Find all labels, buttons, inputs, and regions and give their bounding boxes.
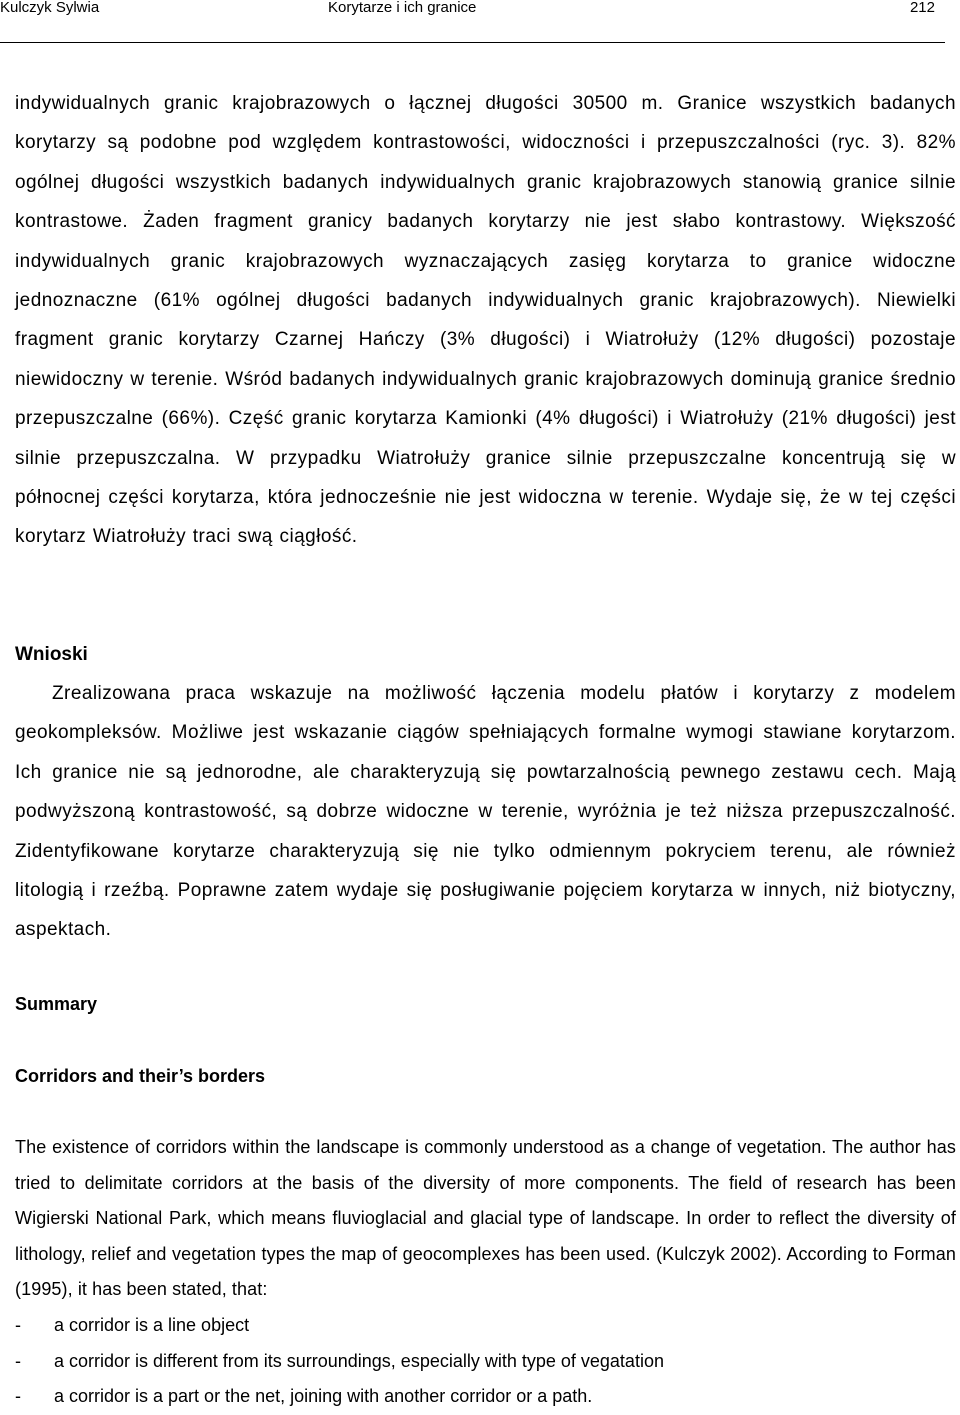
list-item-text: a corridor is different from its surroundings, especially with type of vegatation xyxy=(54,1350,664,1371)
list-marker: - xyxy=(15,1386,21,1407)
list-item xyxy=(15,1379,956,1415)
summary-paragraph: The existence of corridors within the landscape is commonly understood as a change of vegetation. The author has tried to delimitate corridors at the basis of the diversity of more components. The field of research has been Wigierski National Park, which means fluvioglacial and glacial type of landscape. In order to reflect the diversity of lithology, relief and vegetation types the map of geocomplexes has been used. (Kulczyk 2002). According to Forman (1995), it has been stated, that: xyxy=(15,1137,956,1300)
header-author: Kulczyk Sylwia xyxy=(0,0,100,16)
summary-list xyxy=(15,1308,956,1415)
running-header xyxy=(0,0,945,20)
list-item xyxy=(15,1308,956,1344)
header-divider xyxy=(0,42,945,43)
list-marker: - xyxy=(15,1350,21,1371)
body-paragraph-results: indywidualnych granic krajobrazowych o łącznej długości 30500 m. Granice wszystkich badanych korytarzy są podobne pod względem kontrastowości, widoczności i przepuszczalności (ryc. 3). 82% ogólnej długości wszystkich badanych indywidualnych granic krajobrazowych stanowią granice silnie kontrastowe. Żaden fragment granicy badanych korytarzy nie jest słabo kontrastowy. Większość indywidualnych granic krajobrazowych wyznaczających zasięg korytarza to granice widoczne jednoznaczne (61% ogólnej długości badanych indywidualnych granic krajobrazowych). Niewielki fragment granic korytarzy Czarnej Hańczy (3% długości) i Wiatrołuży (12% długości) pozostaje niewidoczny w terenie. Wśród badanych indywidualnych granic krajobrazowych dominują granice średnio przepuszczalne (66%). Część granic korytarza Kamionki (4% długości) i Wiatrołuży (21% długości) jest silnie przepuszczalna. W przypadku Wiatrołuży granice silnie przepuszczalne koncentrują się w północnej części korytarza, która jednocześnie nie jest widoczna w terenie. Wydaje się, że w tej części korytarz Wiatrołuży traci swą ciągłość. xyxy=(15,93,956,548)
conclusions-heading: Wnioski xyxy=(15,644,88,665)
list-marker: - xyxy=(15,1315,21,1335)
list-item-text: a corridor is a line object xyxy=(54,1315,250,1335)
header-title: Korytarze i ich granice xyxy=(328,0,477,16)
list-item-text: a corridor is a part or the net, joining with another corridor or a path. xyxy=(54,1386,593,1407)
summary-heading: Summary xyxy=(15,994,98,1014)
body-paragraph-conclusions: Zrealizowana praca wskazuje na możliwość łączenia modelu płatów i korytarzy z modelem geokompleksów. Możliwe jest wskazanie ciągów spełniających formalne wymogi stawiane korytarzom. Ich granice nie są jednorodne, ale charakteryzują się powtarzalnością pewnego zestawu cech. Mają podwyższoną kontrastowość, są dobrze widoczne w terenie, wyróżnia je też niższa przepuszczalność. Zidentyfikowane korytarze charakteryzują się nie tylko odmiennym pokryciem terenu, ale również litologią i rzeźbą. Poprawne zatem wydaje się posługiwanie pojęciem korytarza w innych, niż biotyczny, aspektach. xyxy=(15,683,956,941)
list-item xyxy=(15,1344,956,1380)
summary-subheading: Corridors and their’s borders xyxy=(15,1066,266,1086)
header-page-number: 212 xyxy=(909,0,935,16)
